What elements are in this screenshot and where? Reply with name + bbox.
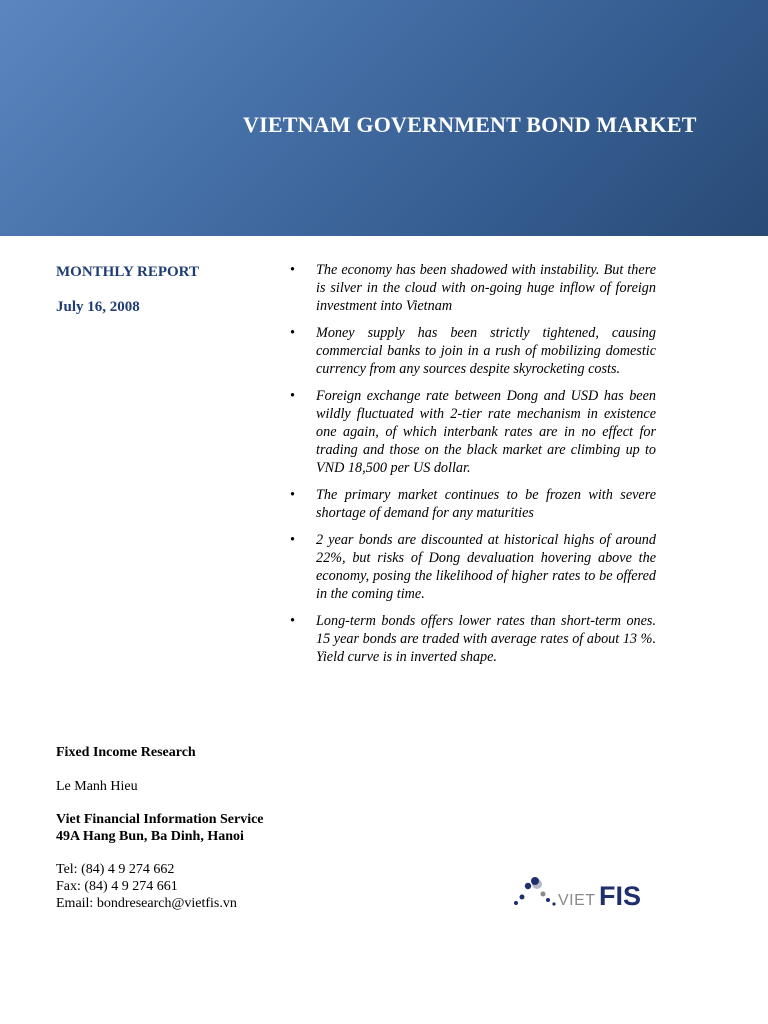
- bullet-text: Long-term bonds offers lower rates than short-term ones. 15 year bonds are traded with average rates of about 13 %. Yield curve is in inverted shape.: [316, 613, 656, 665]
- bullet-icon: •: [290, 613, 295, 629]
- bullet-text: The primary market continues to be frozen with severe shortage of demand for any maturities: [316, 487, 656, 521]
- report-type: MONTHLY REPORT: [56, 264, 199, 280]
- bullet-item: [288, 486, 656, 522]
- department: Fixed Income Research: [56, 745, 196, 760]
- vietfis-logo: [512, 874, 652, 910]
- author-name: Le Manh Hieu: [56, 779, 138, 794]
- bullet-icon: •: [290, 388, 295, 404]
- bullet-icon: •: [290, 487, 295, 503]
- bullet-item: [288, 324, 656, 378]
- bullet-item: [288, 387, 656, 477]
- bullet-icon: •: [290, 325, 295, 341]
- fax-number: Fax: (84) 4 9 274 661: [56, 879, 178, 894]
- bullet-icon: •: [290, 262, 295, 278]
- organization-address: 49A Hang Bun, Ba Dinh, Hanoi: [56, 829, 244, 844]
- phone-number: Tel: (84) 4 9 274 662: [56, 862, 175, 877]
- bullet-text: 2 year bonds are discounted at historical highs of around 22%, but risks of Dong devaluation hovering above the economy, posing the likelihood of higher rates to be offered in the coming time.: [316, 532, 656, 602]
- summary-bullet-list: [288, 261, 656, 675]
- report-meta: [56, 264, 199, 316]
- bullet-text: The economy has been shadowed with instability. But there is silver in the cloud with on-going huge inflow of foreign investment into Vietnam: [316, 262, 656, 314]
- bullet-item: [288, 531, 656, 603]
- logo-text-fis: FIS: [599, 881, 642, 910]
- bullet-text: Money supply has been strictly tightened, causing commercial banks to join in a rush of mobilizing domestic currency from any sources despite skyrocketing costs.: [316, 325, 656, 377]
- header-banner: [0, 0, 768, 236]
- email-address: Email: bondresearch@vietfis.vn: [56, 896, 237, 911]
- contact-block: [56, 744, 264, 912]
- bullet-item: [288, 612, 656, 666]
- organization-name: Viet Financial Information Service: [56, 812, 264, 827]
- report-title: VIETNAM GOVERNMENT BOND MARKET: [243, 112, 697, 137]
- bullet-icon: •: [290, 532, 295, 548]
- logo-text-viet: VIET: [558, 892, 596, 909]
- bullet-text: Foreign exchange rate between Dong and USD has been wildly fluctuated with 2-tier rate mechanism in existence one again, of which interbank rates are in no effect for trading and those on the black market are climbing up to VND 18,500 per US dollar.: [316, 388, 656, 476]
- report-date: July 16, 2008: [56, 299, 140, 315]
- bullet-item: [288, 261, 656, 315]
